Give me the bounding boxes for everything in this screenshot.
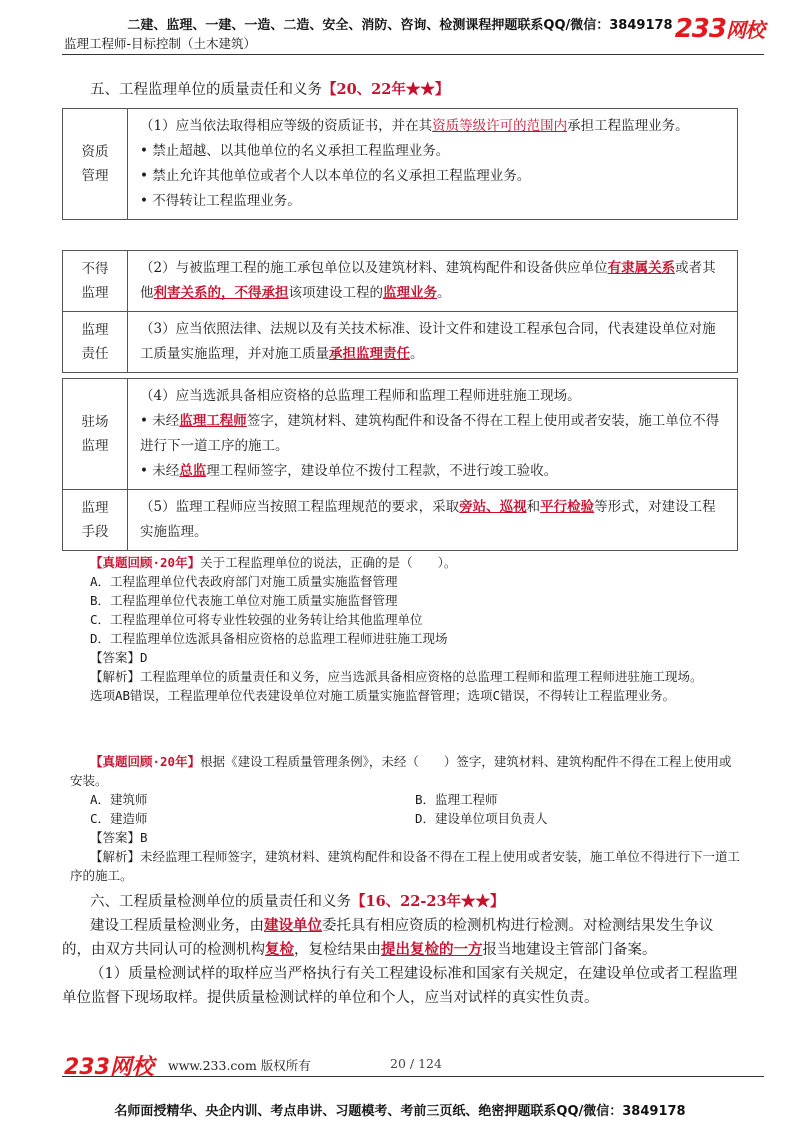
qualification-bullet-1: • 禁止超越、以其他单位的名义承担工程监理业务。 <box>140 143 450 159</box>
means-content <box>128 490 738 551</box>
text: 和 <box>526 499 541 515</box>
page-number: 20 / 124 <box>390 1056 442 1071</box>
paragraph-1 <box>62 914 740 962</box>
header-divider <box>62 54 764 55</box>
question-2-tag: 【真题回顾·20年】 <box>90 754 201 769</box>
option-b: B．工程监理单位代表施工单位对施工质量实施监督管理 <box>90 593 398 608</box>
footer-banner: 名师面授精华、央企内训、考点串讲、习题模考、考前三页纸、绝密押题联系QQ/微信：3849178 <box>114 1104 686 1119</box>
answer: 【答案】D <box>90 650 148 665</box>
option-c: C．工程监理单位可将专业性较强的业务转让给其他监理单位 <box>90 612 423 627</box>
responsibility-content <box>128 312 738 373</box>
section-5-title <box>90 78 449 99</box>
text: 。 <box>410 346 424 362</box>
text: ，复检结果由 <box>294 942 381 958</box>
highlight-text: 利害关系的，不得承担 <box>153 285 289 301</box>
text: 建设工程质量检测业务，由 <box>90 918 264 934</box>
section-5-heading: 五、工程监理单位的质量责任和义务 <box>90 82 322 98</box>
text: 或者其他 <box>140 260 716 301</box>
text: 理工程师签字，建设单位不拨付工程款，不进行竣工验收。 <box>206 463 558 479</box>
footer-site[interactable]: www.233.com 版权所有 <box>168 1058 311 1073</box>
prohibition-label <box>63 251 128 312</box>
highlight-text: 复检 <box>265 941 294 958</box>
footer-divider <box>62 1076 764 1077</box>
section-6-heading: 六、工程质量检测单位的质量责任和义务 <box>90 894 351 910</box>
analysis-2: 选项AB错误，工程监理单位代表建设单位对施工质量实施监督管理；选项C错误，不得转让工程监理业务。 <box>90 688 676 703</box>
question-1-text: 关于工程监理单位的说法，正确的是（ ）。 <box>200 555 457 570</box>
logo-number: 233 <box>674 14 726 44</box>
onsite-line-1: （4）应当选派具备相应资格的总监理工程师和监理工程师进驻施工现场。 <box>140 388 581 404</box>
qualification-label-text: 资质 管理 <box>81 144 109 184</box>
answer: 【答案】B <box>90 830 148 845</box>
options-row-2 <box>90 809 740 828</box>
highlight-text: 监理工程师 <box>179 413 247 429</box>
onsite-label-text: 驻场 监理 <box>81 414 109 454</box>
paragraph-2: （1）质量检测试样的取样应当严格执行有关工程建设标准和国家有关规定，在建设单位或者工程监理单位监督下现场取样。提供质量检测试样的单位和个人，应当对试样的真实性负责。 <box>62 966 738 1006</box>
text: 等形式，对建设工程实施监理。 <box>140 499 716 540</box>
qualification-bullet-2: • 禁止允许其他单位或者个人以本单位的名义承担工程监理业务。 <box>140 168 531 184</box>
prohibition-label-text: 不得 监理 <box>81 261 109 301</box>
responsibility-label <box>63 312 128 373</box>
text: 该项建设工程的 <box>288 285 383 301</box>
options-row-1 <box>90 790 740 809</box>
text: 报当地建设主管部门备案。 <box>482 942 657 958</box>
option-a: A．建筑师 <box>90 792 148 807</box>
highlight-text: 总监 <box>179 463 207 479</box>
qualification-content <box>128 109 738 220</box>
prohibition-content <box>128 251 738 312</box>
qualification-label <box>63 109 128 220</box>
highlight-text: 资质等级许可的范围内 <box>432 118 568 134</box>
onsite-bullet-1 <box>140 409 729 459</box>
qualification-line-1 <box>140 114 729 139</box>
prohibition-responsibility-block <box>62 250 738 373</box>
section-5-tag: 【20、22年★★】 <box>322 81 450 98</box>
onsite-means-block <box>62 378 738 551</box>
qualification-bullet-3: • 不得转让工程监理业务。 <box>140 193 301 209</box>
option-c: C．建造师 <box>90 811 148 826</box>
question-1-tag: 【真题回顾·20年】 <box>90 555 201 570</box>
section-6-title <box>90 890 505 911</box>
qualification-block <box>62 108 738 220</box>
footer-logo: 233网校 <box>64 1055 154 1080</box>
means-label <box>63 490 128 551</box>
means-label-text: 监理 手段 <box>81 500 109 540</box>
analysis: 【解析】未经监理工程师签字，建筑材料、建筑构配件和设备不得在工程上使用或者安装，施工单位不得进行下一道工序的施工。 <box>70 849 741 883</box>
section-6-body <box>62 914 740 1010</box>
header-subtitle: 监理工程师-目标控制（土木建筑） <box>64 36 257 51</box>
option-d: D．工程监理单位选派具备相应资格的总监理工程师进驻施工现场 <box>90 631 448 646</box>
question-2 <box>70 752 741 885</box>
logo-text: 网校 <box>726 18 764 42</box>
highlight-text: 平行检验 <box>540 499 595 515</box>
onsite-label <box>63 379 128 490</box>
highlight-text: 有隶属关系 <box>607 260 676 276</box>
text: （1）应当依法取得相应等级的资质证书，并在其 <box>140 118 433 134</box>
text: （2）与被监理工程的施工承包单位以及建筑材料、建筑构配件和设备供应单位 <box>140 260 608 276</box>
onsite-bullet-2 <box>140 459 729 484</box>
brand-logo <box>675 14 764 44</box>
highlight-text: 旁站、巡视 <box>459 499 527 515</box>
section-6-tag: 【16、22-23年★★】 <box>351 893 505 910</box>
text: （5）监理工程师应当按照工程监理规范的要求，采取 <box>140 499 460 515</box>
highlight-text: 监理业务 <box>383 285 437 301</box>
question-1-stem <box>90 553 740 572</box>
question-2-text: 根据《建设工程质量管理条例》，未经（ ）签字，建筑材料、建筑构配件不得在工程上使用或安装。 <box>70 754 732 788</box>
question-1 <box>90 553 740 705</box>
option-a: A．工程监理单位代表政府部门对施工质量实施监督管理 <box>90 574 398 589</box>
highlight-text: 提出复检的一方 <box>381 941 483 958</box>
option-d: D．建设单位项目负责人 <box>415 811 548 826</box>
header-banner: 二建、监理、一建、一造、二造、安全、消防、咨询、检测课程押题联系QQ/微信：3849178 <box>127 18 673 33</box>
text: 。 <box>437 285 451 301</box>
text: 委托具有相应资质的检测机构进行检测。对检测结果发生争议的，由双方共同认可的检测机构 <box>62 918 714 958</box>
text: • 未经 <box>140 413 180 429</box>
text: 签字，建筑材料、建筑构配件和设备不得在工程上使用或者安装，施工单位不得进行下一道工序的施工。 <box>140 413 720 454</box>
question-2-stem <box>70 752 740 790</box>
text: 承担工程监理业务。 <box>567 118 689 134</box>
highlight-text: 建设单位 <box>264 917 322 934</box>
highlight-text: 承担监理责任 <box>329 346 410 362</box>
responsibility-label-text: 监理 责任 <box>81 322 109 362</box>
option-b: B．监理工程师 <box>415 792 498 807</box>
onsite-content <box>128 379 738 490</box>
text: • 未经 <box>140 463 180 479</box>
text: （3）应当依照法律、法规以及有关技术标准、设计文件和建设工程承包合同，代表建设单位对施工质量实施监理，并对施工质量 <box>140 321 716 362</box>
analysis: 【解析】工程监理单位的质量责任和义务，应当选派具备相应资格的总监理工程师和监理工程师进驻施工现场。 <box>90 669 703 684</box>
